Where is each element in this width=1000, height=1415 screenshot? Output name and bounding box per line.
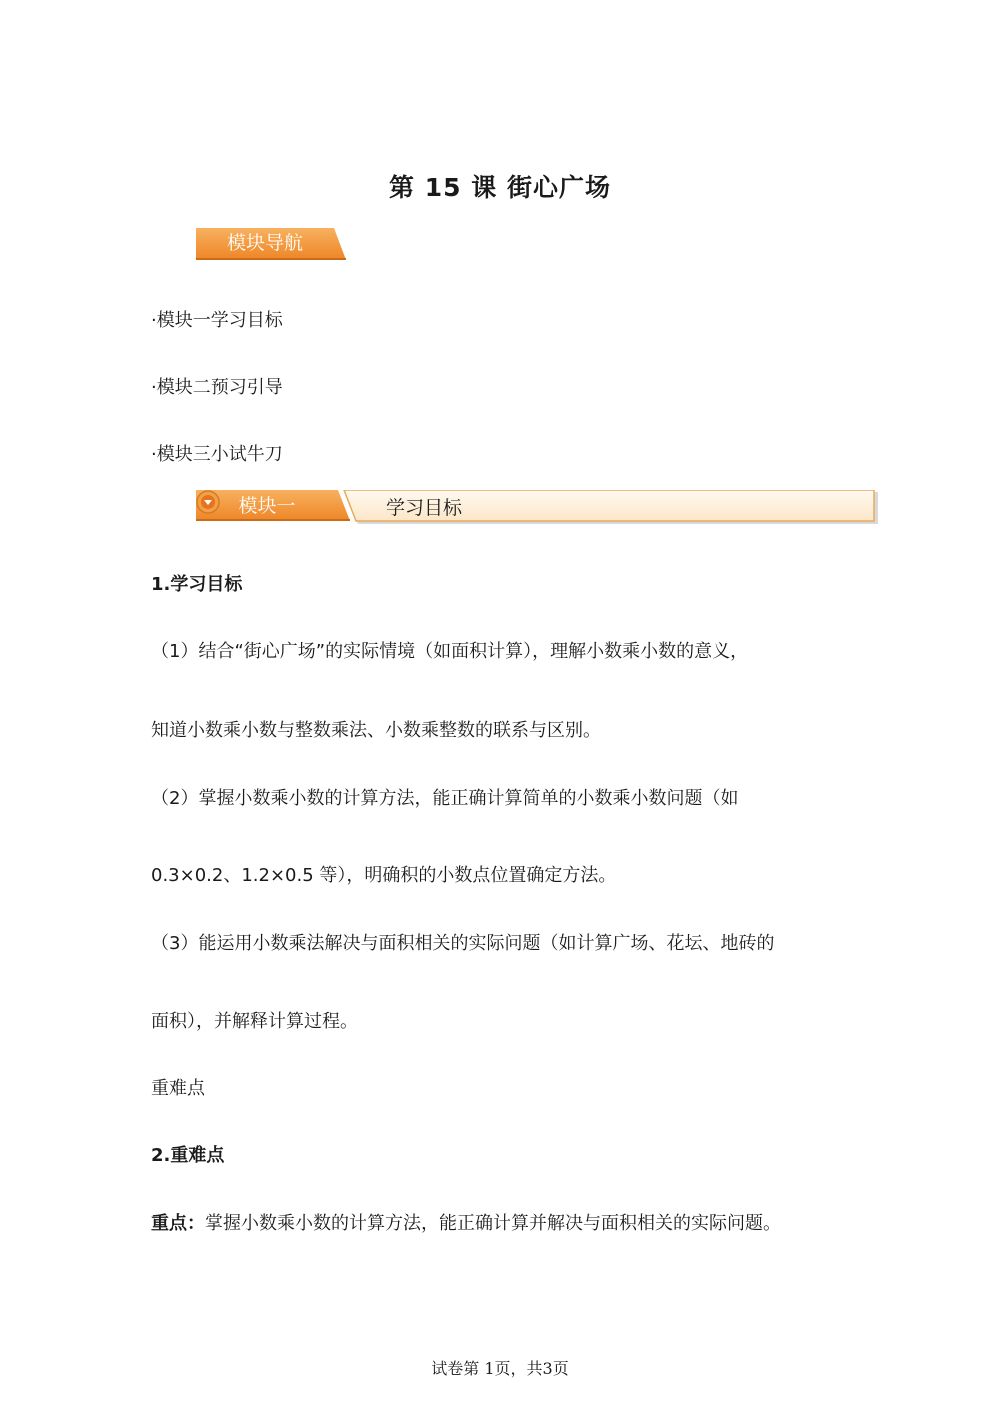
paragraph-line: （3）能运用小数乘法解决与面积相关的实际问题（如计算广场、花坛、地砖的: [151, 933, 775, 954]
nav-tab-label: 模块导航: [226, 232, 303, 254]
section-heading-learning-goals: 1.学习目标: [151, 574, 243, 595]
module-name: 学习目标: [386, 497, 463, 519]
key-point-label: 重点：: [151, 1213, 205, 1234]
paragraph-line: （1）结合“街心广场”的实际情境（如面积计算），理解小数乘小数的意义，: [151, 641, 749, 662]
paragraph-line: 知道小数乘小数与整数乘法、小数乘整数的联系与区别。: [151, 720, 601, 741]
module-tag: 模块一: [238, 495, 296, 517]
nav-item-module-3[interactable]: ·模块三小试牛刀: [151, 444, 283, 465]
key-point-text: 掌握小数乘小数的计算方法，能正确计算并解决与面积相关的实际问题。: [205, 1213, 781, 1234]
nav-item-module-2[interactable]: ·模块二预习引导: [151, 377, 283, 398]
section-heading-key-points: 2.重难点: [151, 1145, 225, 1166]
label-key-difficult-points: 重难点: [151, 1078, 205, 1099]
page-title: 第 15 课 街心广场: [389, 173, 611, 202]
nav-item-module-1[interactable]: ·模块一学习目标: [151, 310, 283, 331]
module-header-bar: [196, 490, 880, 526]
paragraph-line: （2）掌握小数乘小数的计算方法，能正确计算简单的小数乘小数问题（如: [151, 788, 739, 809]
paragraph-line: 面积），并解释计算过程。: [151, 1011, 358, 1032]
key-point-paragraph: [151, 1209, 781, 1235]
chevron-down-circle-icon[interactable]: [196, 490, 220, 514]
module-navigation-tab: [196, 228, 346, 260]
page-footer: 试卷第 1页，共3页: [431, 1359, 569, 1378]
paragraph-line: 0.3×0.2、1.2×0.5 等），明确积的小数点位置确定方法。: [151, 865, 617, 886]
